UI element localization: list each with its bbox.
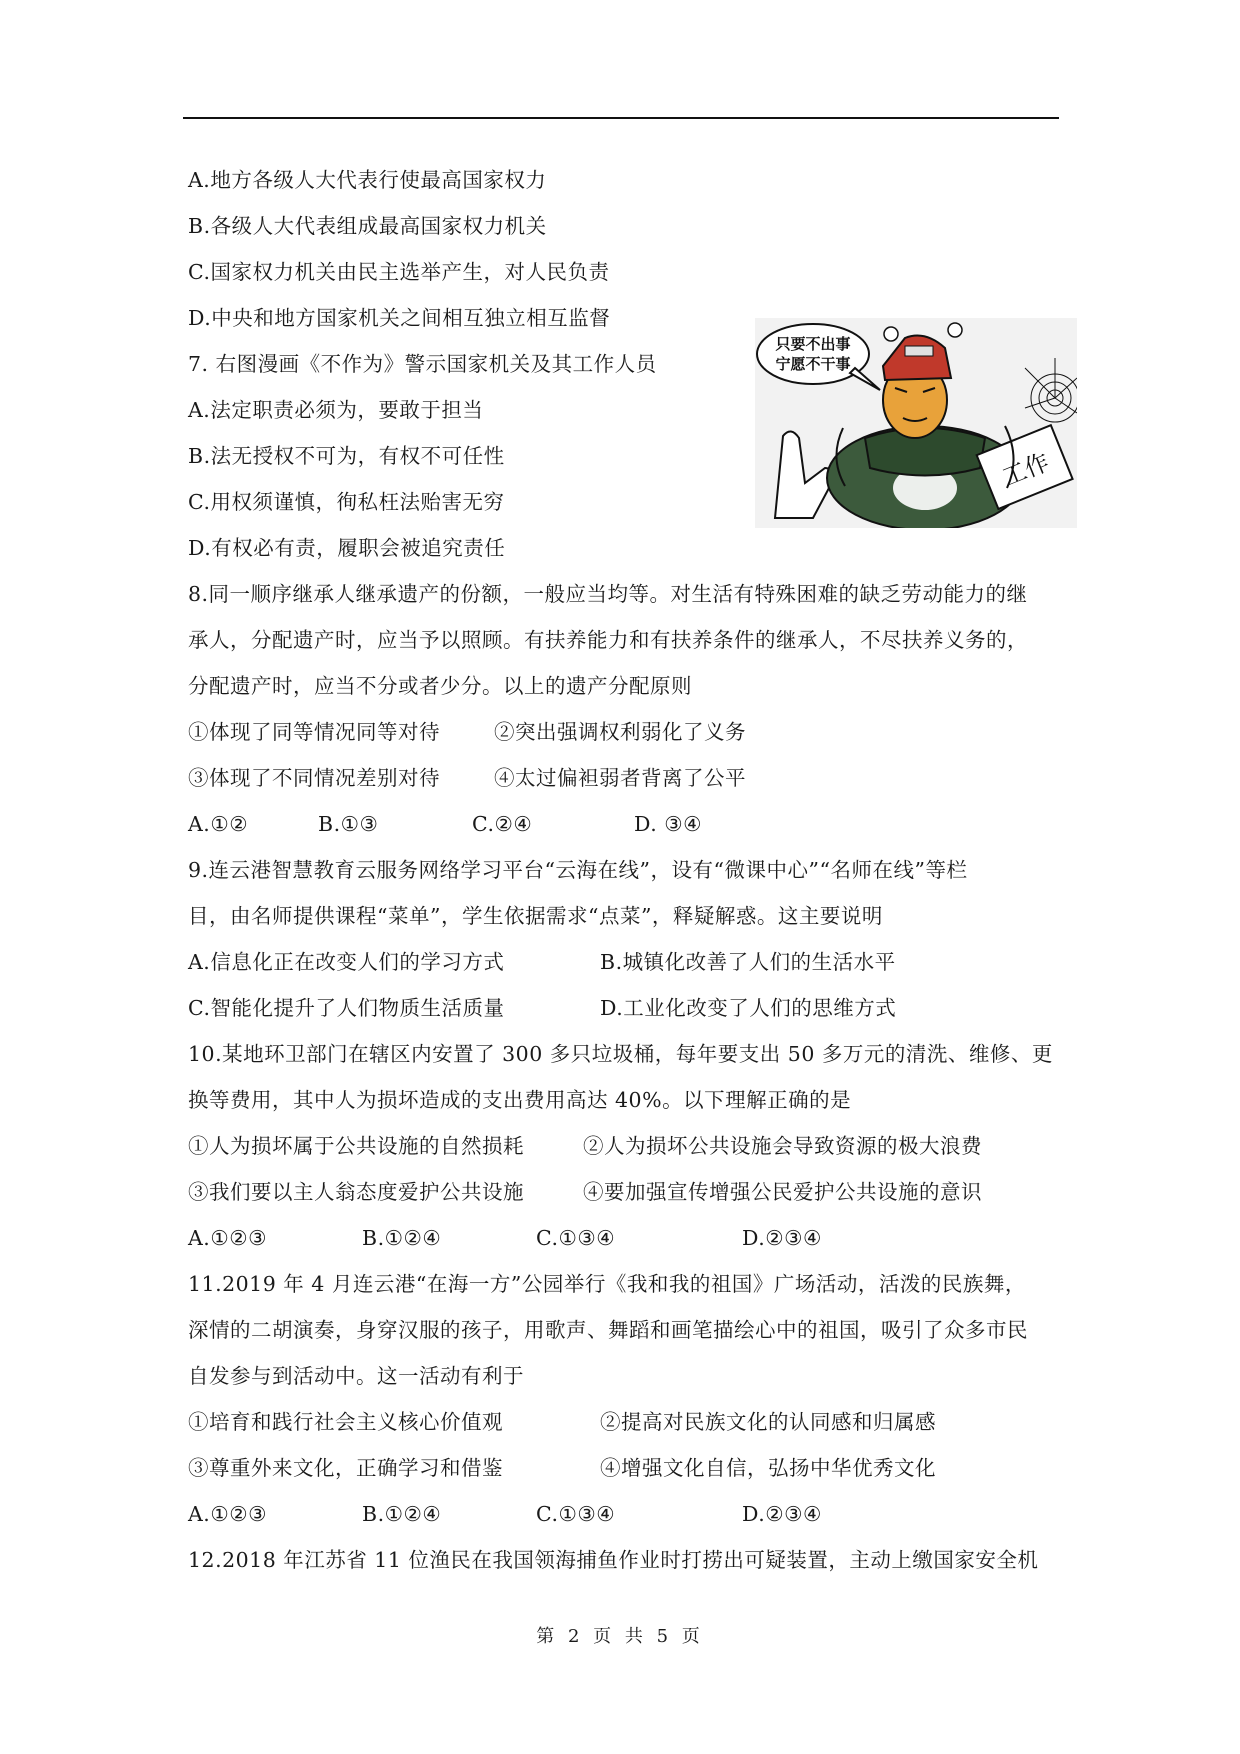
q9-stem-line-2: 目，由名师提供课程“菜单”，学生依据需求“点菜”，释疑解惑。这主要说明: [188, 904, 883, 928]
q11-choice-b: B.①②④: [362, 1502, 442, 1526]
q10-stem-line-2: 换等费用，其中人为损坏造成的支出费用高达 40%。以下理解正确的是: [188, 1088, 852, 1112]
page-footer: 第 2 页 共 5 页: [536, 1626, 704, 1647]
q9-stem-line-1: 9.连云港智慧教育云服务网络学习平台“云海在线”，设有“微课中心”“名师在线”等栏: [188, 858, 968, 882]
q11-choice-d: D.②③④: [742, 1502, 822, 1526]
q8-choice-b: B.①③: [318, 812, 379, 836]
q11-statement-1: ①培育和践行社会主义核心价值观: [188, 1410, 503, 1434]
q10-stem-line-1: 10.某地环卫部门在辖区内安置了 300 多只垃圾桶，每年要支出 50 多万元的清洗、维修、更: [188, 1042, 1053, 1066]
q8-statement-3: ③体现了不同情况差别对待: [188, 766, 440, 790]
q9-option-b: B.城镇化改善了人们的生活水平: [600, 950, 896, 974]
header-rule: [183, 117, 1059, 119]
cartoon-illustration: [755, 318, 1077, 528]
q10-choice-a: A.①②③: [188, 1226, 267, 1250]
q8-stem-line-1: 8.同一顺序继承人继承遗产的份额，一般应当均等。对生活有特殊困难的缺乏劳动能力的继: [188, 582, 1028, 606]
q11-statement-4: ④增强文化自信，弘扬中华优秀文化: [600, 1456, 936, 1480]
bubble-text-1: 只要不出事: [775, 335, 851, 353]
q8-stem-line-3: 分配遗产时，应当不分或者少分。以上的遗产分配原则: [188, 674, 692, 698]
q7-option-c: C.用权须谨慎，徇私枉法贻害无穷: [188, 490, 505, 514]
q9-option-c: C.智能化提升了人们物质生活质量: [188, 996, 505, 1020]
q10-choice-d: D.②③④: [742, 1226, 822, 1250]
q8-stem-line-2: 承人，分配遗产时，应当予以照顾。有扶养能力和有扶养条件的继承人，不尽扶养义务的，: [188, 628, 1028, 652]
q8-statement-4: ④太过偏袒弱者背离了公平: [494, 766, 746, 790]
q10-statement-2: ②人为损坏公共设施会导致资源的极大浪费: [583, 1134, 982, 1158]
q6-option-d: D.中央和地方国家机关之间相互独立相互监督: [188, 306, 611, 330]
q9-option-d: D.工业化改变了人们的思维方式: [600, 996, 897, 1020]
bubble-text-2: 宁愿不干事: [775, 355, 851, 373]
q7-option-d: D.有权必有责，履职会被追究责任: [188, 536, 506, 560]
q11-choice-a: A.①②③: [188, 1502, 267, 1526]
q8-choice-a: A.①②: [188, 812, 249, 836]
q7-stem: 7. 右图漫画《不作为》警示国家机关及其工作人员: [188, 352, 657, 376]
q7-option-a: A.法定职责必须为，要敢于担当: [188, 398, 484, 422]
q6-option-c: C.国家权力机关由民主选举产生，对人民负责: [188, 260, 610, 284]
q10-choice-b: B.①②④: [362, 1226, 442, 1250]
q8-choice-d: D. ③④: [634, 812, 702, 836]
q11-stem-line-2: 深情的二胡演奏，身穿汉服的孩子，用歌声、舞蹈和画笔描绘心中的祖国，吸引了众多市民: [188, 1318, 1028, 1342]
q10-statement-3: ③我们要以主人翁态度爱护公共设施: [188, 1180, 524, 1204]
q9-option-a: A.信息化正在改变人们的学习方式: [188, 950, 505, 974]
q8-statement-1: ①体现了同等情况同等对待: [188, 720, 440, 744]
q8-choice-c: C.②④: [472, 812, 533, 836]
q11-statement-3: ③尊重外来文化，正确学习和借鉴: [188, 1456, 503, 1480]
q6-option-a: A.地方各级人大代表行使最高国家权力: [188, 168, 547, 192]
q12-stem-line-1: 12.2018 年江苏省 11 位渔民在我国领海捕鱼作业时打捞出可疑装置，主动上缴国家安全机: [188, 1548, 1039, 1572]
q11-stem-line-1: 11.2019 年 4 月连云港“在海一方”公园举行《我和我的祖国》广场活动，活泼的民族舞，: [188, 1272, 1026, 1296]
q11-statement-2: ②提高对民族文化的认同感和归属感: [600, 1410, 936, 1434]
q7-option-b: B.法无授权不可为，有权不可任性: [188, 444, 505, 468]
q10-statement-4: ④要加强宣传增强公民爱护公共设施的意识: [583, 1180, 982, 1204]
q8-statement-2: ②突出强调权利弱化了义务: [494, 720, 746, 744]
q10-statement-1: ①人为损坏属于公共设施的自然损耗: [188, 1134, 524, 1158]
q11-choice-c: C.①③④: [536, 1502, 616, 1526]
q6-option-b: B.各级人大代表组成最高国家权力机关: [188, 214, 547, 238]
q10-choice-c: C.①③④: [536, 1226, 616, 1250]
q11-stem-line-3: 自发参与到活动中。这一活动有利于: [188, 1364, 524, 1388]
paper-text: 工作: [998, 447, 1054, 492]
